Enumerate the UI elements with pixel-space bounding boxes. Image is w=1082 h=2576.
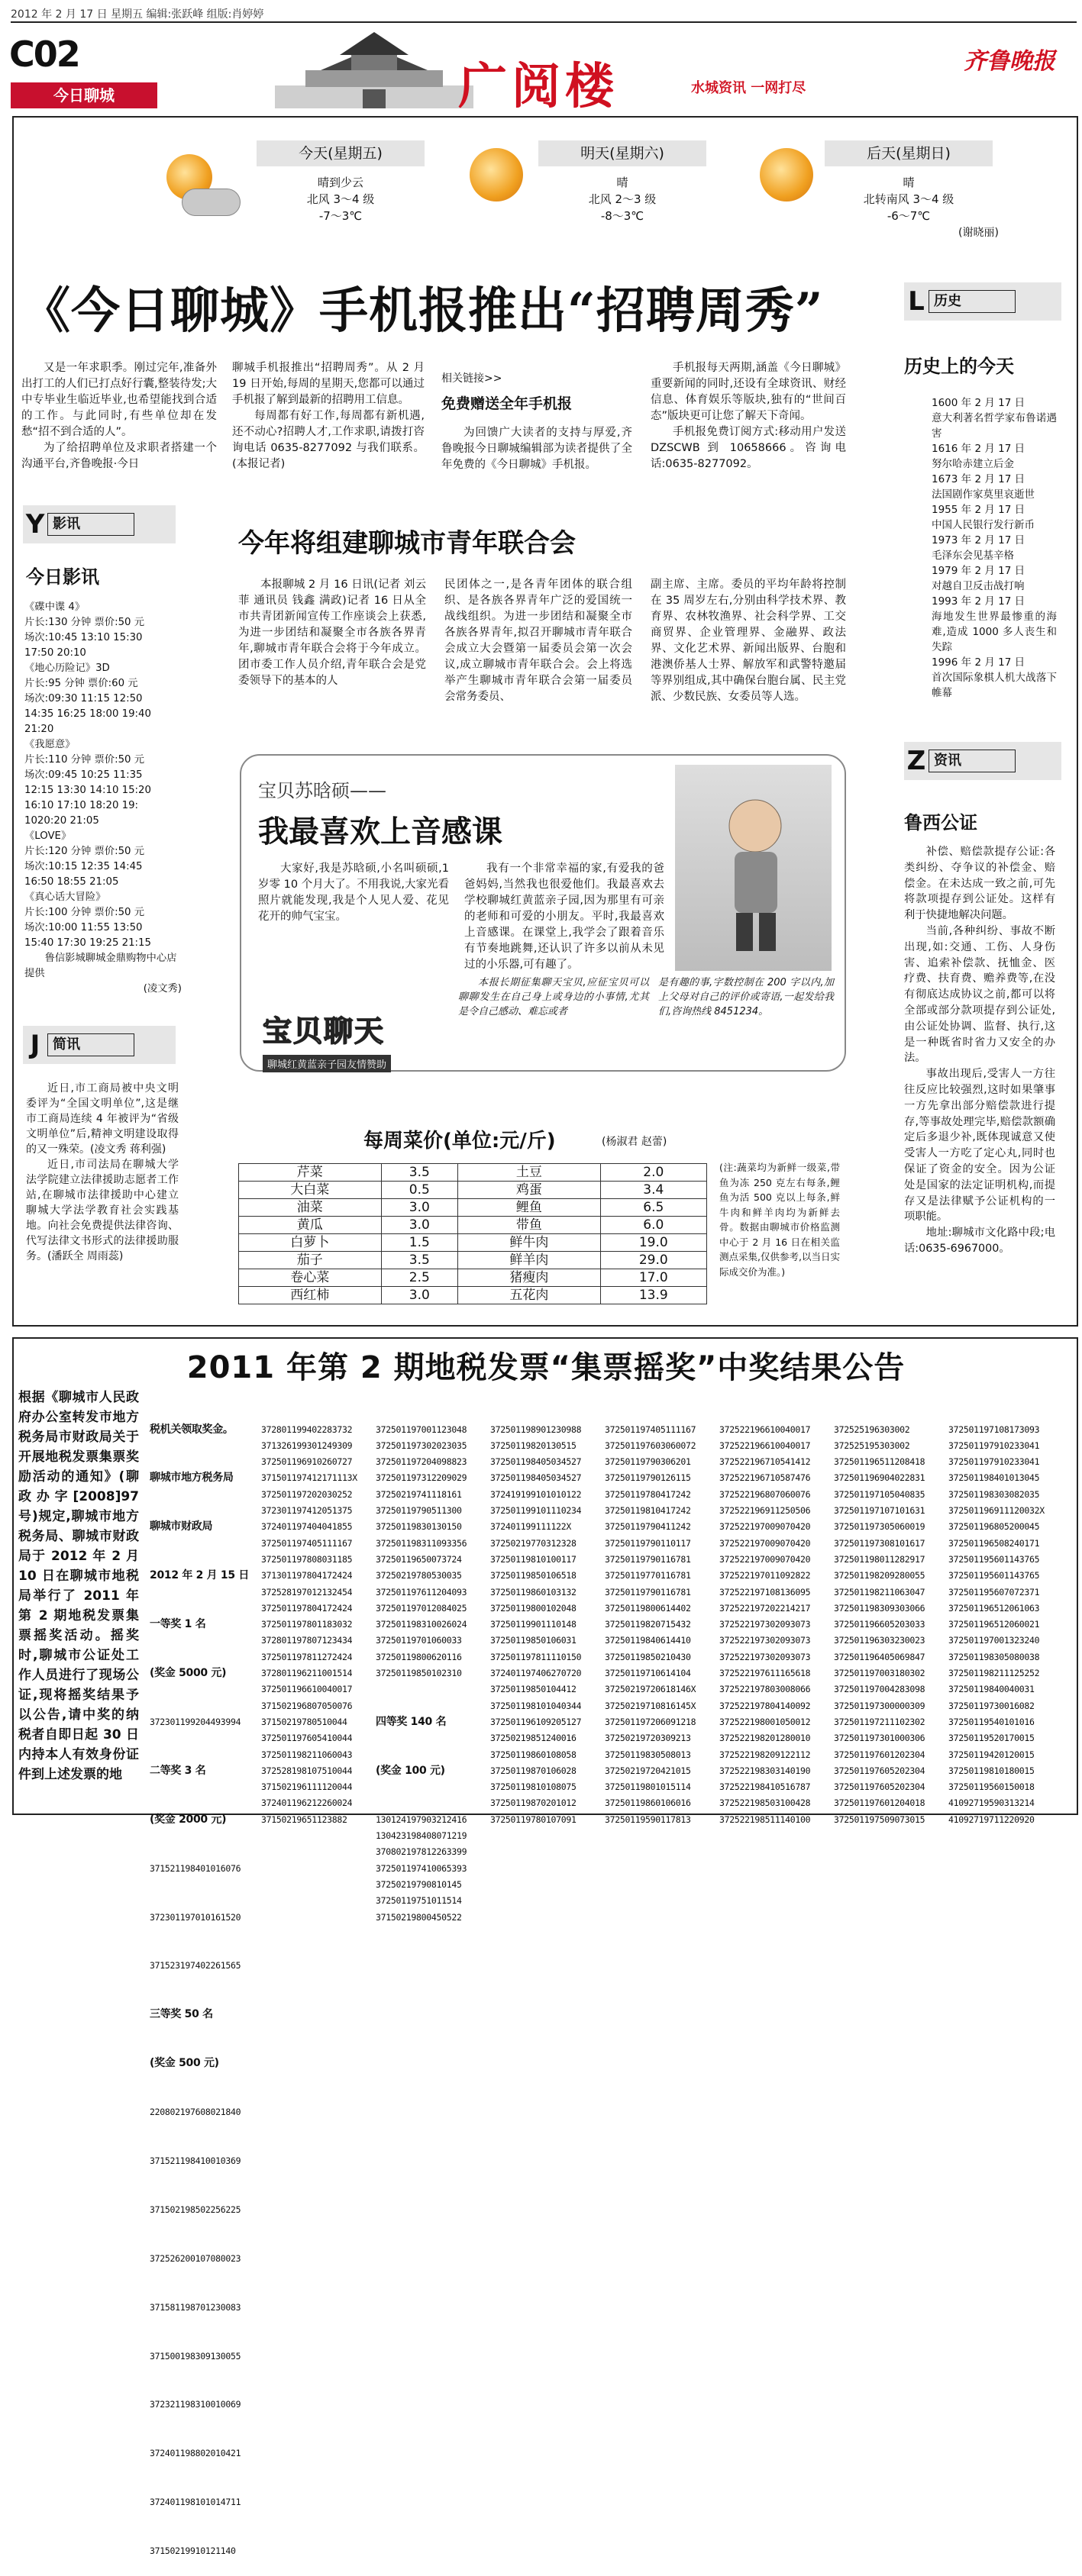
page-number: C02 xyxy=(9,34,79,75)
notary-title: 鲁西公证 xyxy=(904,812,977,833)
youth-headline: 今年将组建聊城市青年联合会 xyxy=(238,528,576,559)
weather-desc-0: 晴到少云 xyxy=(317,176,363,189)
table-row: 黄瓜 3.0 带鱼 6.0 xyxy=(239,1217,707,1234)
weather-day-0: 今天(星期五) xyxy=(257,140,425,166)
lottery-col-5: 372501198901230988 37250119820130515 372501198405034527 372501198405034527 372419199101010122 372501199101110234 372401199111122X 37250219770312328 37250119810100117 37250119850106518 37250119860103132 37250119800102048 37250119901110148 37250119850106031 372501197811110150 372401197406270720 37250119850104412 372501198101040344 372501196109205127 37250219851240016 37250119860108058 37250119870106028 37250119810108075 37250119870201012 37250119780107091 xyxy=(490,1423,582,1825)
history-title: 历史上的今天 xyxy=(904,356,1014,377)
table-row: 大白菜 0.5 鸡蛋 3.4 xyxy=(239,1182,707,1199)
baby-note-1: 本报长期征集聊天宝贝,应征宝贝可以聊聊发生在自己身上或身边的小事情,尤其是令自己感动、难忘或者 xyxy=(458,977,649,1017)
weather-temp-2: -6～7℃ xyxy=(887,209,931,223)
newspaper-brand: 齐鲁晚报 xyxy=(964,48,1055,75)
weather-wind-1: 北风 2～3 级 xyxy=(588,192,657,206)
sun-icon xyxy=(462,140,531,209)
lead-col-2: 聊城手机报推出“招聘周秀”。从 2 月 19 日开始,每周的星期天,您都可以通过手机报了解到最新的招聘用工信息。 每周都有好工作,每周都有新机遇,还不动心?招聘人才,工作求职,请拨打咨询电话 0635-8277092 与我们联系。(本报记者) xyxy=(232,362,425,470)
history-label: L 历史 xyxy=(904,282,1061,321)
baby-sponsor: 聊城红黄蓝亲子园友情赞助 xyxy=(263,1055,391,1072)
youth-col-1: 本报聊城 2 月 16 日讯(记者 刘云菲 通讯员 钱鑫 满政)记者 16 日从全市共青团新闻宣传工作座谈会上获悉,为进一步团结和凝聚全市各族各界青年,聊城市青年联合会将于今年成立。团市委工作人员介绍,青年联合会是党委领导下的基本的人 xyxy=(238,579,426,687)
related-link-title: 免费赠送全年手机报 xyxy=(441,395,573,412)
sun-icon xyxy=(752,140,821,209)
weather-day-1: 明天(星期六) xyxy=(538,140,706,166)
baby-col-2: 我有一个非常幸福的家,有爱我的爸爸妈妈,当然我也很爱他们。我最喜欢去学校聊城红黄蓝亲子园,因为那里有可亲的老师和可爱的小朋友。平时,我最喜欢上音感课。在课堂上,我学会了跟着音乐有节奏地跳舞,还认识了许多以前从未见过的小乐器,可有趣了。 xyxy=(464,862,664,971)
lottery-col-7: 372522196610040017 372522196610040017 372522196710541412 372522196710587476 372522196807060076 372522196911250506 372522197009070420 372522197009070420 372522197009070420 372522197011092822 372522197108136095 372522197202214217 372522197302093073 372522197302093073 372522197302093073 372522197611165618 372522197803008066 372522197804140092 372522198001050012 372522198201280010 372522198209122112 372522198303140190 372522198410516787 372522198503100428 372522198511140100 xyxy=(719,1423,811,1825)
lead-headline: 《今日聊城》手机报推出“招聘周秀” xyxy=(21,282,824,340)
table-row: 白萝卜 1.5 鲜牛肉 19.0 xyxy=(239,1234,707,1252)
sun-cloud-icon xyxy=(151,147,235,223)
lottery-col-8: 372525196303002 372525195303002 372501196511208418 372501196904022831 372501197105040835 372501197107101631 372501197305060019 372501197308101617 372501198011282917 372501198209280055 372501198211063047 372501198309303066 372501196605203033 372501196303230023 372501196405069847 372501197003180302 372501197004283098 372501197300000309 372501197211102302 372501197301000306 372501197601202304 372501197605202304 372501197605202304 372501197601204018 372501197509073015 xyxy=(834,1423,925,1825)
table-row: 卷心菜 2.5 猪瘦肉 17.0 xyxy=(239,1269,707,1287)
weather-desc-1: 晴 xyxy=(616,176,628,189)
lottery-intro: 根据《聊城市人民政府办公室转发市地方税务局市财政局关于开展地税发票集票奖励活动的通知》(聊政办字[2008]97 号)规定,聊城市地方税务局、聊城市财政局于 2012 年 2 月 10 日在聊城市地税局举行了 2011 年第 2 期地税发票集票摇奖活动。摇奖时,聊城市公证处工作人员进行了现场公证,现将摇奖结果予以公告,请中奖的纳税者自即日起 30 日内持本人有效身份证件到上述发票的地 xyxy=(18,1390,139,1782)
table-row: 西红柿 3.0 五花肉 13.9 xyxy=(239,1287,707,1304)
header-rule xyxy=(11,21,1077,23)
lottery-title: 2011 年第 2 期地税发票“集票摇奖”中奖结果公告 xyxy=(186,1350,906,1385)
film-title: 今日影讯 xyxy=(26,566,99,588)
youth-col-3: 副主席、主席。委员的平均年龄将控制在 35 周岁左右,分别由科学技术界、教育界、农林牧渔界、社会科学界、工交商贸界、企业管理界、金融界、政法界、文化艺术界、新闻出版界、台胞和港澳侨基人士界、解放军和武警特邀届等界别组成,其中确保台胞台属、民主党派、少数民族、女委员等人选。 xyxy=(651,579,846,703)
notary-text: 补偿、赔偿款提存公证:各类纠纷、夺争议的补偿金、赔偿金。在未达成一致之前,可先将款项提存到公证处。这样有利于快捷地解决问题。 当前,各种纠纷、事故不断出现,如:交通、工伤、人身伤害、追索补偿款、抚恤金、医疗费、扶育费、赡养费等,在没有彻底达成协议之前,都可以将全部或部分款项提存到公证处,由公证处协调、监督、执行,这是一种既省时省力又安全的办法。 事故出现后,受害人一方往往反应比较强烈,这时如果肇事一方先拿出部分赔偿款进行提存,等事故处理完毕,赔偿款额确定后多退少补,既体现诚意又使受害人一方吃了定心丸,同时也保证了资金的安全。因为公证处是国家的法定证明机构,而提存又是法律赋予公证机构的一项职能。 地址:聊城市文化路中段;电话:0635-6967000。 xyxy=(904,846,1055,1255)
lottery-col-4: 372501197001123048 372501197302023035 372501197204098823 372501197312209029 37250219741118161 37250119790511300 37250119830130150 372501198311093356 37250119650073724 37250219780530035 372501197611204093 372501197012084025 372501198310026024 37250119701060033 37250119800620116 37250119850102310 四等奖 140 名 (奖金 100 元) 130124197903212416 130423198408071219 370802197812263399 372501197410065393 37250219790810145 37250119751011514 37150219800450522 xyxy=(376,1423,467,1923)
baby-note-2: 是有趣的事,字数控制在 200 字以内,加上父母对自己的评价或寄语,一起发给我们,咨询热线 8451234。 xyxy=(658,977,834,1017)
weather-temp-0: -7～3℃ xyxy=(318,209,363,223)
baby-chat-logo: 宝贝聊天 xyxy=(263,1014,386,1048)
veg-title: 每周菜价(单位:元/斤) xyxy=(363,1130,556,1153)
tower-illustration xyxy=(275,24,473,108)
related-link-label: 相关链接>> xyxy=(441,372,502,385)
weather-day-2: 后天(星期日) xyxy=(825,140,993,166)
section-tag: 今日聊城 xyxy=(11,82,157,108)
baby-photo xyxy=(675,765,832,971)
notary-label: Z 资讯 xyxy=(904,742,1061,780)
weather-desc-2: 晴 xyxy=(903,176,915,189)
weather-wind-2: 北转南风 3～4 级 xyxy=(863,192,954,206)
weather-wind-0: 北风 3～4 级 xyxy=(306,192,375,206)
lottery-col-9: 372501197108173093 372501197910233041 372501197910233041 372501198401013045 372501198303082035 372501196911120032X 372501196805200045 372501196508240171 372501195601143765 372501195601143765 372501195607072371 372501196512061063 372501196512060021 372501197001323240 372501198305080038 372501198211125252 37250119840040031 37250119730016082 37250119540101016 37250119520170015 37250119420120015 37250119810180015 37250119560150018 41092719590313214 41092719711220920 xyxy=(948,1423,1045,1825)
lottery-col-6: 372501197405111167 372501197603060072 37250119790306201 37250119790126115 37250119780417242 37250119810417242 37250119790411242 37250119790110117 37250119790116781 37250119770116781 37250119790116781 37250119800614402 37250119820715432 37250119840614410 37250119850210430 37250119710614104 37250219720618146X 37250219710816145X 372501197206091218 37250219720309213 37250119830508013 37250219720421015 37250119801015114 37250119860106016 37250119590117813 xyxy=(605,1423,696,1825)
lead-col-4: 手机报每天两期,涵盖《今日聊城》重要新闻的同时,还设有全球资讯、财经信息、体育娱乐等版块,独有的“世间百态”版块更可让您了解天下奇闻。 手机报免费订阅方式:移动用户发送 DZSCWB 到 10658666。咨询电话:0635-8277092。 xyxy=(651,362,846,470)
youth-col-2: 民团体之一,是各青年团体的联合组织、是各族各界青年广泛的爱国统一战线组织。为进一步团结和凝聚全市各族各界青年,拟召开聊城市青年联合会成立大会暨第一届委员会第一次会议,成立聊城市青年联合会。会上将选举产生聊城市青年联合会第一届委员会常务委员、 xyxy=(444,579,632,703)
lottery-col-3: 372801199402283732 371326199301249309 372501196910260727 371501197412171113X 372501197202030252 372301197412051375 372401197404041855 372501197405111167 372501197808031185 371301197804172424 372528197012132454 372501197804172424 372501197801183032 372801197807123434 372501197811272424 372801196211001514 372501196610040017 371502196807050076 37150219780510044 372501197605410044 372501198211060043 372528198107510044 371502196111120044 372401196212260024 37150219651123882 xyxy=(261,1423,357,1825)
baby-headline: 我最喜欢上音感课 xyxy=(258,814,502,850)
child-figure-icon xyxy=(675,765,832,971)
weather-credit: (谢晓丽) xyxy=(958,227,999,239)
masthead-subtitle: 水城资讯 一网打尽 xyxy=(691,80,806,96)
dateline: 2012 年 2 月 17 日 星期五 编辑:张跃峰 组版:肖婷婷 xyxy=(11,8,264,21)
veg-note: (注:蔬菜均为新鲜一级菜,带鱼为冻 250 克左右每条,鲤鱼为活 500 克以上每条,鲜牛肉和鲜羊肉均为新鲜去骨。数据由聊城市价格监测中心于 2 月 16 日在相关监测点采集,仅供参考,以当日实际成交价为准。) xyxy=(719,1162,840,1278)
related-link: 相关链接>> 免费赠送全年手机报 为回馈广大读者的支持与厚爱,齐鲁晚报今日聊城编辑部为读者提供了全年免费的《今日聊城》手机报。 xyxy=(441,372,632,471)
veg-price-table xyxy=(238,1163,707,1304)
brief-text: 近日,市工商局被中央文明委评为“全国文明单位”,这是继市工商局连续 4 年被评为“省级文明单位”后,精神文明建设取得的又一殊荣。(凌文秀 蒋利强) 近日,市司法局在聊城大学法学院建立法律援助志愿者工作站,在聊城市法律援助中心建立聊城大学法学教育社会实践基地。向社会免费提供法律咨询、代写法律文书形式的法律援助服务。(潘跃全 周雨蕊) xyxy=(26,1082,179,1262)
weather-temp-1: -8～3℃ xyxy=(600,209,644,223)
film-list: 《碟中谍 4》 片长:130 分钟 票价:50 元 场次:10:45 13:10 15:30 17:50 20:10 《地心历险记》3D 片长:95 分钟 票价:60 元 场次:09:30 11:15 12:50 14:35 16:25 18:00 19:40 21:20 《我愿意》 片长:110 分钟 票价:50 元 场次:09:45 10:25 11:35 12:15 13:30 14:10 15:20 16:10 17:10 18:20 19: 1020:20 21:05 《LOVE》 片长:120 分钟 票价:50 元 场次:10:15 12:35 14:45 16:50 18:55 21:05 《真心话大冒险》 片长:100 分钟 票价:50 元 场次:10:00 11:55 13:50 15:40 17:30 19:25 21:15 鲁信影城聊城金鼎购物中心店提供 (凌文秀) xyxy=(24,601,182,995)
masthead-title: 广阅楼 xyxy=(458,58,619,115)
brief-label: J 简讯 xyxy=(23,1026,176,1064)
table-row: 油菜 3.0 鲤鱼 6.5 xyxy=(239,1199,707,1217)
history-list: 1600 年 2 月 17 日 意大利著名哲学家布鲁诺遇害 1616 年 2 月 17 日 努尔哈赤建立后金 1673 年 2 月 17 日 法国剧作家莫里哀逝世 1955 年 2 月 17 日 中国人民银行发行新币 1973 年 2 月 17 日 毛泽东会见基辛格 1979 年 2 月 17 日 对越自卫反击战打响 1993 年 2 月 17 日 海地发生世界最惨重的海难,造成 1000 多人丧生和失踪 1996 年 2 月 17 日 首次国际象棋人机大战落下帷幕 xyxy=(932,397,1057,699)
lead-col-1: 又是一年求职季。刚过完年,准备外出打工的人们已打点好行囊,整装待发;大中专毕业生临近毕业,也希望能找到合适的工作。与此同时,有些单位却在发愁“招不到合适的人”。 为了给招聘单位及求职者搭建一个沟通平台,齐鲁晚报·今日 xyxy=(21,362,217,470)
film-label: Y 影讯 xyxy=(23,505,176,543)
baby-kicker: 宝贝苏晗硕—— xyxy=(258,780,386,801)
lottery-col-2: 税机关领取奖金。 聊城市地方税务局 聊城市财政局 2012 年 2 月 15 日 一等奖 1 名 (奖金 5000 元) 372301199204493994 二等奖 3 名 (奖金 2000 元) 371521198401016076 372301197010161520 371523197402261565 三等奖 50 名 (奖金 500 元) 220802197608021840 371521198410010369 371502198502256225 372526200107080023 371581198701230083 371500198309130055 372321198310010069 372401198802010421 372401198101014711 37150219910121140 xyxy=(150,1423,250,2557)
table-row: 茄子 3.5 鲜羊肉 29.0 xyxy=(239,1252,707,1269)
baby-col-1: 大家好,我是苏晗硕,小名叫硕硕,1 岁零 10 个月大了。不用我说,大家光看照片就能发现,我是个人见人爱、花见花开的帅气宝宝。 xyxy=(258,862,449,923)
table-row: 芹菜 3.5 土豆 2.0 xyxy=(239,1164,707,1182)
weather-panel xyxy=(23,124,1069,246)
veg-credit: (杨淑君 赵蕾) xyxy=(602,1136,667,1148)
